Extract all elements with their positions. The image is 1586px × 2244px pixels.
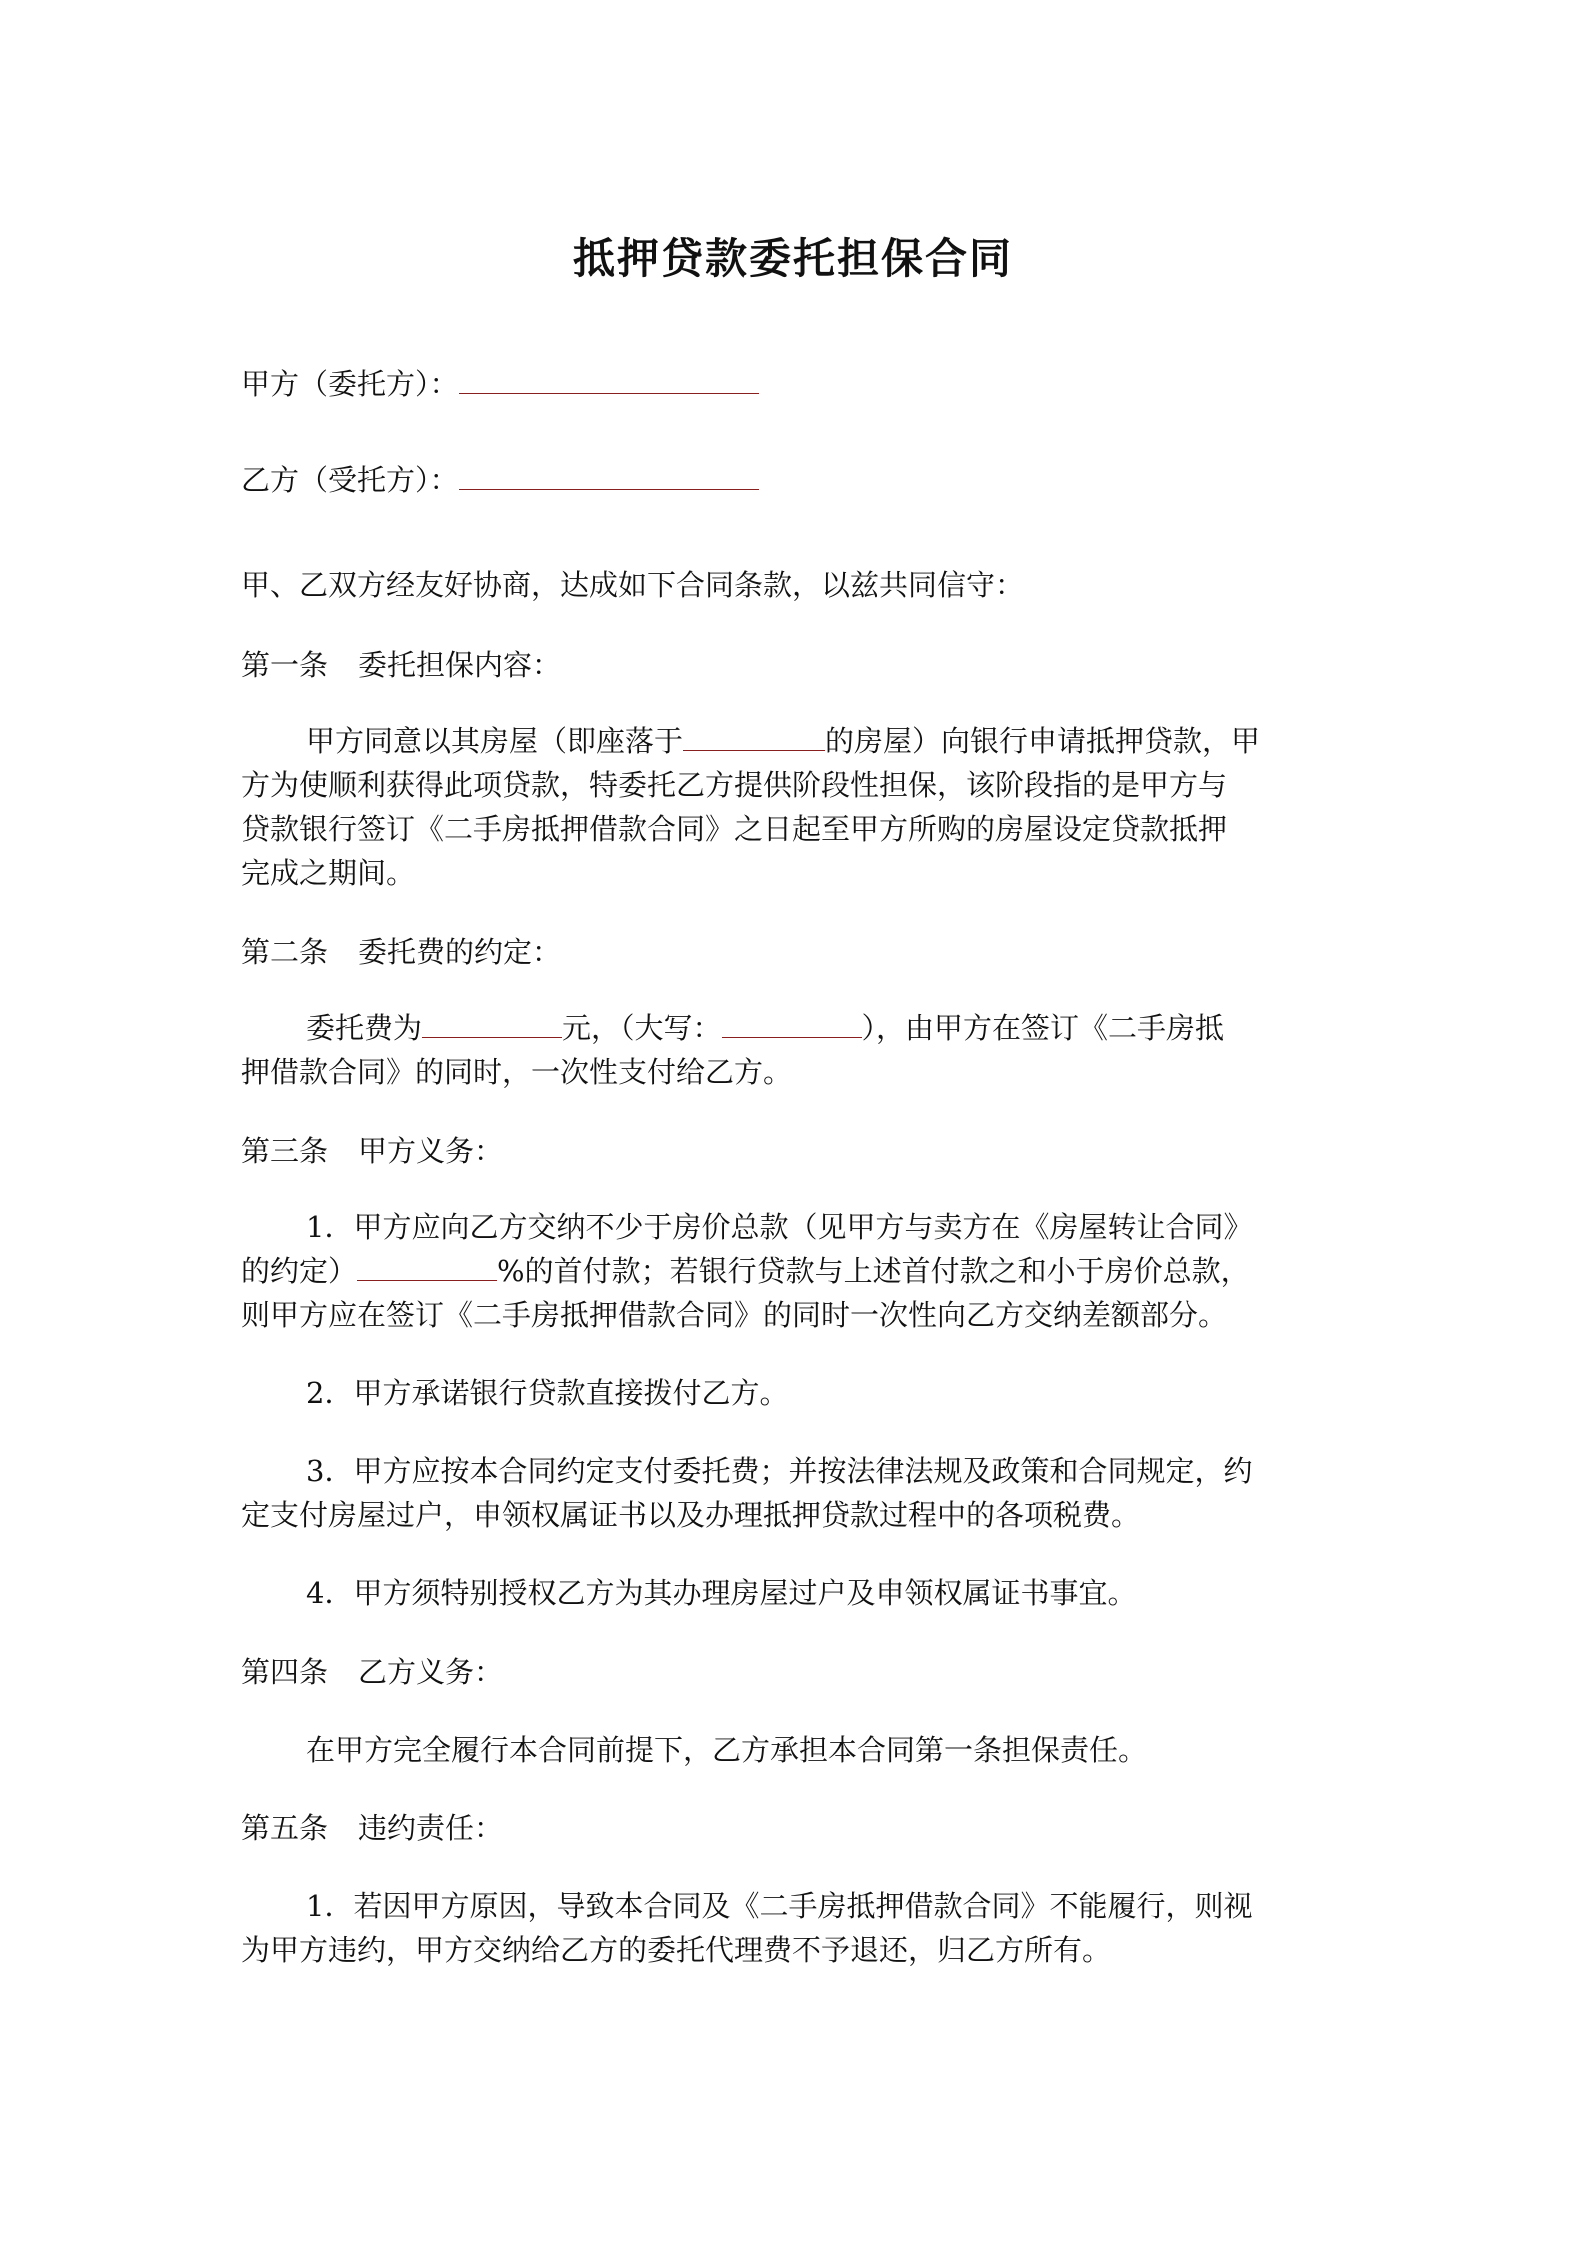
article3-heading [241, 1129, 1361, 1173]
down-payment-percent-blank[interactable] [357, 1250, 497, 1281]
article1-text-a: 甲方同意以其房屋（即座落于 [306, 724, 684, 758]
article3-item1-text-pre: 的约定） [241, 1254, 358, 1288]
article1-heading [241, 643, 1361, 687]
party-b-label: 乙方（受托方）： [241, 463, 459, 497]
party-a-label: 甲方（委托方）： [241, 367, 459, 401]
article3-item4: 4．甲方须特别授权乙方为其办理房屋过户及申领权属证书事宜。 [306, 1576, 1137, 1610]
article4-title: 乙方义务： [358, 1655, 504, 1689]
article2-number: 第二条 [241, 935, 329, 969]
party-b-line [241, 458, 1361, 502]
party-a-line [241, 362, 1361, 406]
article1-line1 [306, 719, 1426, 763]
article1-text-b: 的房屋）向银行申请抵押贷款，甲 [825, 724, 1261, 758]
article3-item1-line1: 1．甲方应向乙方交纳不少于房价总款（见甲方与卖方在《房屋转让合同》 [306, 1210, 1253, 1244]
property-location-blank[interactable] [683, 720, 825, 751]
article3-title: 甲方义务： [358, 1134, 504, 1168]
article2-heading [241, 930, 1361, 974]
article3-item1-text-post: %的首付款；若银行贷款与上述首付款之和小于房价总款， [497, 1254, 1250, 1288]
article3-item3-line2: 定支付房屋过户，申领权属证书以及办理抵押贷款过程中的各项税费。 [241, 1498, 1141, 1532]
article4-number: 第四条 [241, 1655, 329, 1689]
party-b-blank[interactable] [459, 459, 759, 490]
fee-uppercase-blank[interactable] [722, 1007, 862, 1038]
article1-line4: 完成之期间。 [241, 856, 416, 890]
article5-heading [241, 1806, 1361, 1850]
article5-item1-line1: 1．若因甲方原因，导致本合同及《二手房抵押借款合同》不能履行，则视 [306, 1889, 1253, 1923]
article3-item1-line3: 则甲方应在签订《二手房抵押借款合同》的同时一次性向乙方交纳差额部分。 [241, 1298, 1228, 1332]
document-title: 抵押贷款委托担保合同 [572, 234, 1013, 283]
article1-line3: 贷款银行签订《二手房抵押借款合同》之日起至甲方所购的房屋设定贷款抵押 [241, 812, 1228, 846]
article1-line2: 方为使顺利获得此项贷款，特委托乙方提供阶段性担保，该阶段指的是甲方与 [241, 768, 1228, 802]
article2-text-b: 元，（大写： [562, 1011, 722, 1045]
article4-heading [241, 1650, 1361, 1694]
article3-item3-line1: 3．甲方应按本合同约定支付委托费；并按法律法规及政策和合同规定，约 [306, 1454, 1253, 1488]
intro-text: 甲、乙双方经友好协商，达成如下合同条款，以兹共同信守： [241, 568, 1025, 602]
article2-text-a: 委托费为 [306, 1011, 423, 1045]
article2-title: 委托费的约定： [358, 935, 562, 969]
article3-item2: 2．甲方承诺银行贷款直接拨付乙方。 [306, 1376, 789, 1410]
article2-text-c: ），由甲方在签订《二手房抵 [861, 1011, 1225, 1045]
article5-item1-line2: 为甲方违约，甲方交纳给乙方的委托代理费不予退还，归乙方所有。 [241, 1933, 1112, 1967]
article5-title: 违约责任： [358, 1811, 504, 1845]
article4-text: 在甲方完全履行本合同前提下，乙方承担本合同第一条担保责任。 [306, 1733, 1148, 1767]
article3-item1-line2 [241, 1249, 1361, 1293]
article1-title: 委托担保内容： [358, 648, 562, 682]
article1-number: 第一条 [241, 648, 329, 682]
party-a-blank[interactable] [459, 363, 759, 394]
article2-line2: 押借款合同》的同时，一次性支付给乙方。 [241, 1055, 793, 1089]
article2-line1 [306, 1006, 1426, 1050]
article5-number: 第五条 [241, 1811, 329, 1845]
fee-amount-blank[interactable] [422, 1007, 562, 1038]
article3-number: 第三条 [241, 1134, 329, 1168]
